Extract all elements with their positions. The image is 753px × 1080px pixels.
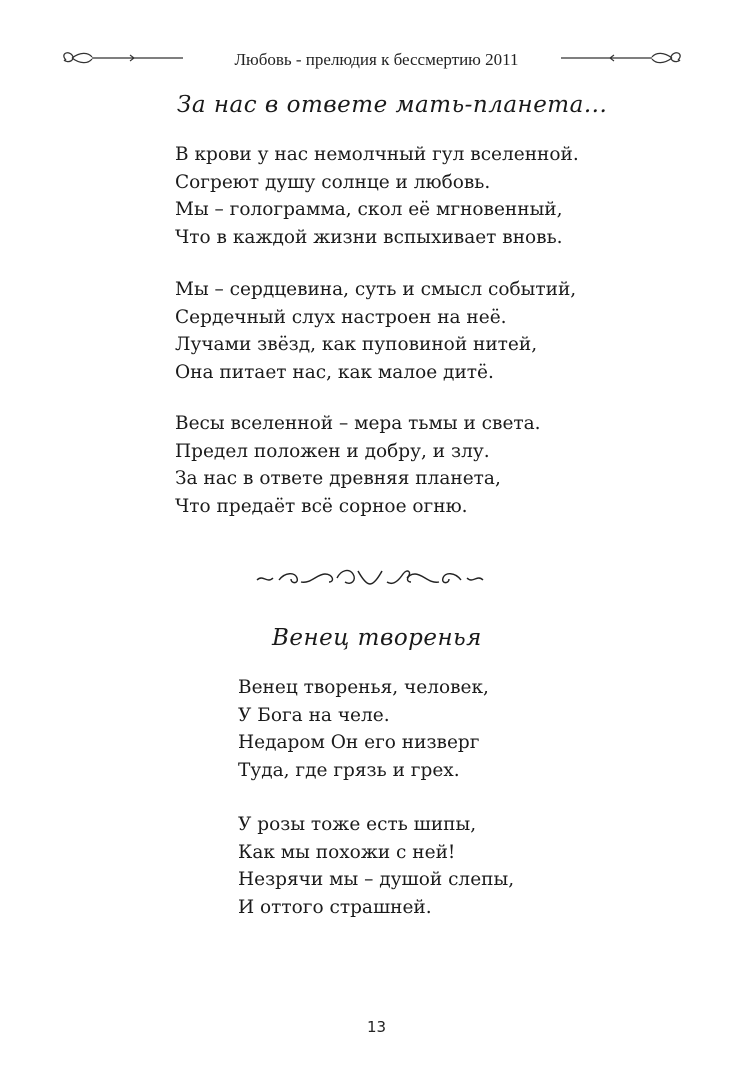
verse-line: У розы тоже есть шипы, [238,814,477,835]
verse-line: Что предаёт всё сорное огню. [175,495,468,517]
verse-line: Как мы похожи с ней! [238,841,456,863]
header-title: Любовь - прелюдия к бессмертию 2011 [234,50,519,69]
verse-line: Что в каждой жизни вспыхивает вновь. [175,226,563,248]
verse-line: Венец творенья, человек, [238,677,489,698]
verse-line: Сердечный слух настроен на неё. [175,306,507,328]
verse-line: И оттого страшней. [238,896,432,918]
page-number: 13 [366,1018,387,1036]
stanza [238,674,489,784]
verse-line: Мы – сердцевина, суть и смысл событий, [175,279,577,300]
verse-line: Лучами звёзд, как пуповиной нитей, [175,334,538,355]
stanza [175,276,576,386]
verse-line: Весы вселенной – мера тьмы и света. [175,413,541,434]
running-header [0,44,753,74]
stanza [175,141,579,251]
verse-line: За нас в ответе древняя планета, [175,468,501,489]
verse-line: Она питает нас, как малое дитё. [175,361,494,383]
verse-line: Мы – голограмма, скол её мгновенный, [175,199,563,220]
ornament-divider-icon [255,560,485,596]
verse-line: Туда, где грязь и грех. [238,759,460,781]
poem-title: За нас в ответе мать-планета... [177,92,608,118]
verse-line: Предел положен и добру, и злу. [175,440,490,462]
right-flourish-icon [558,44,686,74]
verse-line: Согреют душу солнце и любовь. [175,171,491,193]
verse-line: Недаром Он его низверг [238,732,480,753]
stanza [238,811,514,921]
verse-line: В крови у нас немолчный гул вселенной. [175,144,579,165]
stanza [175,410,541,520]
verse-line: У Бога на челе. [238,704,390,726]
poem-title: Венец творенья [272,625,482,651]
verse-line: Незрячи мы – душой слепы, [238,869,515,890]
